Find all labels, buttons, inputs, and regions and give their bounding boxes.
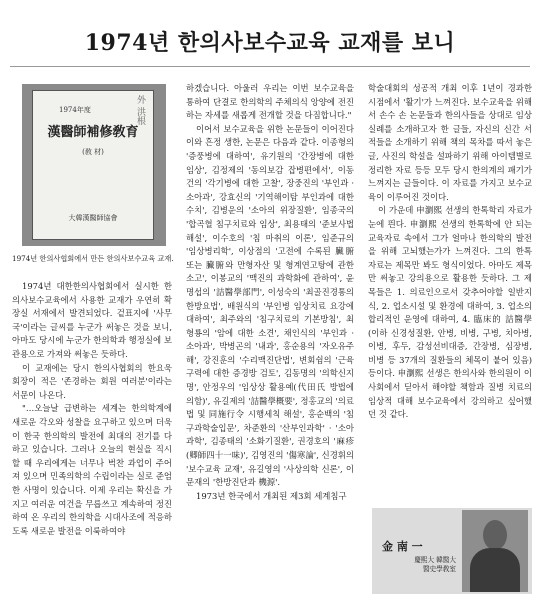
author-portrait (462, 510, 528, 592)
textbook-cover (32, 90, 154, 240)
cover-title: 漢醫師補修敎育 (47, 125, 139, 140)
column-3 (368, 82, 532, 422)
paragraph: 이어서 보수교육을 위한 논문들이 이어진다이와 흔정 생한, 논문은 다음과 같다. 이종형의 '증풍병에 대하여', 유기원의 '간장병에 대한 임상', 김정제의 '동의보감 잡병편에서', 이동건의 '각기병에 대한 고찰', 장중진의 '부인과 · 소아과', 강효신의 '기역해이탐 부인과에 대한 수치', 김병운의 '소아의 위장질환', 임종국의 '합곡혈 침구치료와 임상', 최용태의 '준보사법 해설', 이수호의 '침 마취의 이론', 임준규의 '임상병리학', 이상점의 '고전에 수록된 臟腑 또는 臟腑와 만형자산 및 형계연고탕에 관한 소고', 이봉교의 '맥진의 과학화에 관하여', 윤명섭의 '詰醫學部門', 이성숙의 '최골진경통의 한방요법', 배원식의 '부인병 임상치료 요강에 대하여', 최주와의 '침구치료의 기본방침', 최형룡의 '암에 대한 소견', 채인식의 '부인과 · 소아과', 박병곤의 '내과', 홍순용의 '자오유주해', 강진훈의 '수리맥진단법', 변회쉼의 '근육구력에 대한 증경방 검토', 김동명의 '의학신지명', 안정우의 '임상상 활용예(代田氏 방법에 의함)', 유길제의 '詰醫學概要', 정홍교의 '의료법 및 同施行令 시행세칙 해설', 홍순백의 '침구과학술입문', 차준환의 '산부인과학' · '소아과학', 김종태의 '소화기질환', 권경호의 '麻疹(卿師四十一味)', 김영진의 '傷寒論', 신경휘의 '보수교육 교재', 유길영의 '사상의학 신론', 이문재의 '한방진단과 機源'. (186, 123, 354, 488)
cover-year: 1974年度 (59, 106, 91, 114)
paragraph: 학술대회의 성공적 개최 이후 1년이 경과한 시점에서 '활기'가 느껴진다. 보수교육을 위해서 손수 손 논문들과 한의사들을 상대로 임상실례를 소개하고자 한 글들, 자신의 신간 서적들을 소개하기 위해 책의 목차를 따서 놓은 글, 사진의 학설을 설파하기 위해 아이템별로 정리한 자료 등등 모두 당시 한의계의 패기가 느껴지는 글들이다. 이 자료를 가지고 보수교육이 이루어진 것이다. (368, 83, 532, 202)
page-title: 1974년 한의사보수교육 교재를 보니 (84, 30, 456, 56)
paragraph: "…오늘날 급변하는 세계는 한의학계에 새로운 각오와 성찰을 요구하고 있으며 더욱이 한국 한의학의 발전에 최대의 전기를 다하고 있습니다. 그러나 오늘의 현실을 직시할 때 우리에게는 너무나 벅찬 과업이 주어져 있으며 민족의학의 수립이라는 실로 준엄한 사명이 있습니다. 이제 우리는 확신을 가지고 여러운 여건을 무릅쓰고 계속하여 정진하여 온 우리의 한의학을 시대사조에 적응하도록 새로운 발전을 이룩하여야 (12, 403, 172, 536)
title-divider (10, 66, 530, 67)
author-box (372, 508, 532, 594)
portrait-head (483, 520, 507, 550)
photo-caption: 1974년 한의사협회에서 만든 한의사보수교육 교재. (12, 254, 174, 263)
cover-publisher: 大韓漢醫師協會 (68, 214, 118, 222)
author-affiliation (412, 556, 456, 574)
author-name: 金 南 一 (382, 540, 423, 553)
cover-handwriting: 外 洪根 (135, 95, 145, 125)
column-1 (12, 280, 172, 538)
textbook-photo (22, 84, 166, 246)
author-role-line: 醫史學敎室 (423, 565, 456, 573)
paragraph: 1974년 대한한의사협회에서 실시한 한의사보수교육에서 사용한 교재가 우연히 확장실 서재에서 발견되었다. 겉표지에 '사무국'이라는 글씨를 누군가 써놓은 것을 보니, 아마도 당시에 누군가 한의학과 행정실에 보관용으로 가져와 써놓은 듯하다. (12, 281, 172, 359)
paragraph: 이 교재에는 당시 한의사협회의 한요욱 회장이 적은 '존경하는 회원 여러분'이라는 서문이 나온다. (12, 362, 172, 400)
paragraph: 1973년 한국에서 개최된 제3회 세계침구 (196, 490, 347, 501)
paragraph: 하겠습니다. 아울러 우리는 이번 보수교육을 통하여 단결로 한의학의 주체의식 앙양에 전진하는 자세를 새롭게 전개할 것을 다짐합니다." (186, 83, 354, 121)
column-2 (186, 82, 354, 503)
portrait-shoulders (470, 548, 520, 592)
cover-subtitle: (敎 材) (82, 148, 104, 156)
author-role-line: 慶熙大 韓醫大 (414, 556, 456, 564)
paragraph: 이 가운데 申瀏熙 선생의 한톡학리 자료가 눈에 띈다. 申瀏熙 선생의 한톡학에 안 되는 교육자료 속에서 그가 얼마나 한의학의 발전을 위해 고뇌했는가가 느껴진다. 그의 한톡 자료는 제목만 봐도 형식이었다. 아마도 제목만 써놓고 강의용으로 활용한 듯하다. 그 제목들은 1. 의료인으로서 갖추어야할 일반지식, 2. 업소시설 및 환경에 대하여, 3. 업소의 합리적인 운영에 대하여, 4. 臨床的 詰醫學(이하 신경성질환, 안병, 비병, 구병, 치아병, 이병, 후두, 감성선비대증, 간장병, 심장병, 비병 등 37개의 질환들의 체목이 붙어 있음) 등이다. 申瀏熙 선생은 한의사와 한의원이 이 사회에서 딛아서 해야할 책함과 질병 치료의 임상적 대해 보수교육에서 강의하고 싶어했던 것 같다. (368, 205, 532, 420)
